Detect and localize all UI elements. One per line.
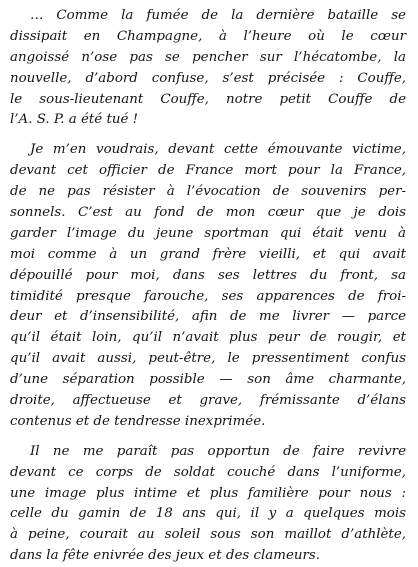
text-line: deur et d’insensibilité, afin de me livrer — parce <box>10 309 406 325</box>
text-line: moi comme à un grand frère vieilli, et qui avait <box>10 246 406 262</box>
text-line: contenus et de tendresse inexprimée. <box>10 413 266 429</box>
text-line: le sous-lieutenant Couffe, notre petit Couffe de <box>10 91 406 107</box>
text-line: de ne pas résister à l’évocation de souvenirs per- <box>10 184 406 200</box>
text-line: garder l’image du jeune sportman qui était venu à <box>10 225 406 241</box>
text-line: dépouillé pour moi, dans ses lettres du front, sa <box>10 267 406 283</box>
text-line: qu’il avait aussi, peut-être, le pressentiment confus <box>10 351 406 367</box>
text-line: angoissé n’ose pas se pencher sur l’hécatombe, la <box>10 49 406 65</box>
paragraph-2 <box>10 140 406 432</box>
text-line: Je m’en voudrais, devant cette émouvante victime, <box>30 142 406 158</box>
text-line: dans la fête enivrée des jeux et des clameurs. <box>10 548 321 564</box>
text-line: d’une séparation possible — son âme charmante, <box>10 372 406 388</box>
text-line: à peine, courait au soleil sous son maillot d’athlète, <box>10 527 406 543</box>
text-line: nouvelle, d’abord confuse, s’est précisée : Couffe, <box>10 70 406 86</box>
text-line: devant cet officier de France mort pour la France, <box>10 163 406 179</box>
text-line: devant ce corps de soldat couché dans l’uniforme, <box>10 464 406 480</box>
text-line: l’A. S. P. a été tué ! <box>10 112 139 128</box>
text-line: qu’il était loin, qu’il n’avait plus peur de rougir, et <box>10 330 406 346</box>
paragraph-3 <box>10 442 406 567</box>
text-line: une image plus intime et plus familière pour nous : <box>10 485 406 501</box>
paragraph-gap <box>10 131 406 140</box>
text-line: … Comme la fumée de la dernière bataille se <box>30 8 406 23</box>
text-line: droite, affectueuse et grave, frémissante d’élans <box>10 393 406 409</box>
text-line: sonnels. C’est au fond de mon cœur que je dois <box>10 205 406 221</box>
text-line: celle du gamin de 18 ans qui, il y a quelques mois <box>10 506 406 522</box>
text-line: dissipait en Champagne, à l’heure où le cœur <box>10 28 406 44</box>
paragraph-gap <box>10 433 406 442</box>
text-line: timidité presque farouche, ses apparences de froi- <box>10 288 406 304</box>
paragraph-1 <box>10 6 406 131</box>
text-line: Il ne me paraît pas opportun de faire revivre <box>30 443 406 459</box>
